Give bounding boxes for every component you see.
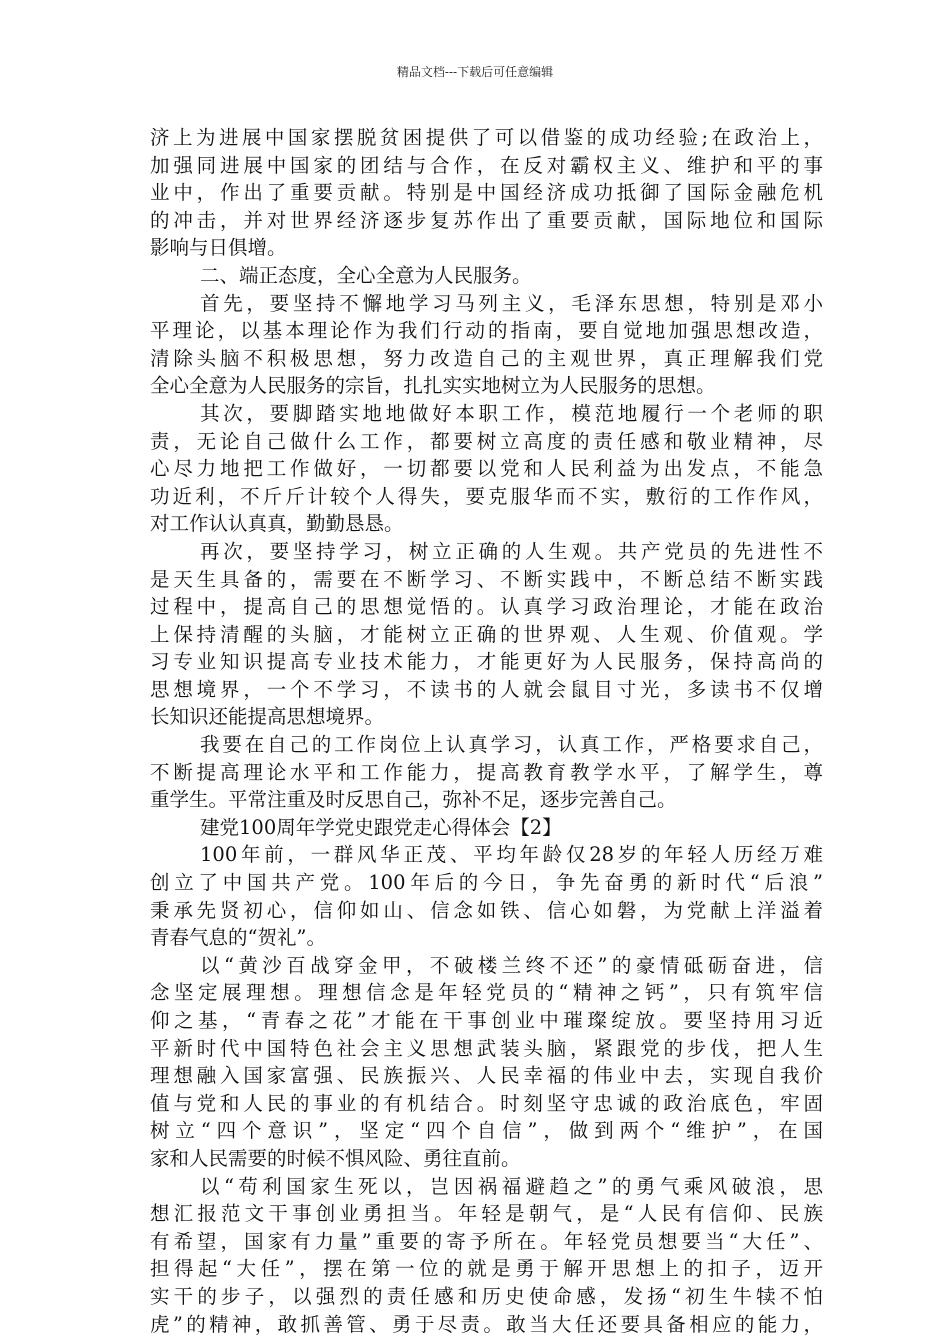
text-line: 想汇报范文干事创业勇担当。年轻是朝气，是“人民有信仰、民族 bbox=[150, 1202, 823, 1226]
text-line: 上保持清醒的头脑，才能树立正确的世界观、人生观、价值观。学 bbox=[150, 622, 823, 646]
text-line: 仰之基，“青春之花”才能在干事创业中璀璨绽放。要坚持用习近 bbox=[150, 1009, 823, 1032]
text-line: 理想融入国家富强、民族振兴、人民幸福的伟业中去，实现自我价 bbox=[150, 1064, 823, 1088]
text-line: 影响与日俱增。 bbox=[150, 236, 287, 260]
text-line: 长知识还能提高思想境界。 bbox=[150, 705, 385, 729]
text-line: 二、端正态度，全心全意为人民服务。 bbox=[200, 263, 532, 287]
text-line: 担得起“大任”，摆在第一位的就是勇于解开思想上的扣子，迈开 bbox=[150, 1257, 823, 1281]
text-line: 加强同进展中国家的团结与合作，在反对霸权主义、维护和平的事 bbox=[150, 153, 823, 177]
text-line: 以“苟利国家生死以，岂因祸福避趋之”的勇气乘风破浪，思 bbox=[200, 1174, 823, 1198]
text-line: 习专业知识提高专业技术能力，才能更好为人民服务，保持高尚的 bbox=[150, 650, 823, 674]
text-line: 值与党和人民的事业的有机结合。时刻坚守忠诚的政治底色，牢固 bbox=[150, 1091, 823, 1115]
text-line: 以“黄沙百战穿金甲，不破楼兰终不还”的豪情砥砺奋进，信 bbox=[200, 953, 823, 977]
page-header: 精品文档---下载后可任意编辑 bbox=[396, 65, 554, 79]
text-line: 念坚定展理想。理想信念是年轻党员的“精神之钙”，只有筑牢信 bbox=[150, 981, 823, 1005]
text-line: 过程中，提高自己的思想觉悟的。认真学习政治理论，才能在政治 bbox=[150, 595, 823, 619]
text-line: 实干的步子，以强烈的责任感和历史使命感，发扬“初生牛犊不怕 bbox=[150, 1284, 823, 1308]
text-line: 再次，要坚持学习，树立正确的人生观。共产党员的先进性不 bbox=[200, 539, 823, 563]
text-line: 思想境界，一个不学习，不读书的人就会鼠目寸光，多读书不仅增 bbox=[150, 677, 823, 701]
text-line: 功近利，不斤斤计较个人得失，要克服华而不实，敷衍的工作作风， bbox=[150, 484, 823, 508]
text-line: 业中，作出了重要贡献。特别是中国经济成功抵御了国际金融危机 bbox=[150, 181, 823, 205]
text-line: 的冲击，并对世界经济逐步复苏作出了重要贡献，国际地位和国际 bbox=[150, 208, 823, 232]
text-line: 青春气息的“贺礼”。 bbox=[150, 926, 326, 950]
document-body bbox=[150, 124, 823, 1338]
text-line: 不断提高理论水平和工作能力，提高教育教学水平，了解学生，尊 bbox=[150, 760, 823, 784]
text-line: 全心全意为人民服务的宗旨，扎扎实实地树立为人民服务的思想。 bbox=[150, 374, 716, 398]
text-line: 首先，要坚持不懈地学习马列主义，毛泽东思想，特别是邓小 bbox=[200, 291, 823, 315]
text-line: 责，无论自己做什么工作，都要树立高度的责任感和敬业精神，尽 bbox=[150, 429, 823, 453]
text-line: 有希望，国家有力量”重要的寄予所在。年轻党员想要当“大任”、 bbox=[150, 1229, 823, 1253]
text-line: 清除头脑不积极思想，努力改造自己的主观世界，真正理解我们党 bbox=[150, 346, 823, 370]
text-line: 重学生。平常注重及时反思自己，弥补不足，逐步完善自己。 bbox=[150, 788, 677, 812]
text-line: 秉承先贤初心，信仰如山、信念如铁、信心如磐，为党献上洋溢着 bbox=[150, 898, 823, 922]
text-line: 创立了中国共产党。100年后的今日，争先奋勇的新时代“后浪” bbox=[150, 871, 823, 895]
text-line: 心尽力地把工作做好，一切都要以党和人民利益为出发点，不能急 bbox=[150, 457, 823, 481]
text-line: 100年前，一群风华正茂、平均年龄仅28岁的年轻人历经万难 bbox=[200, 843, 823, 867]
text-line: 我要在自己的工作岗位上认真学习，认真工作，严格要求自己， bbox=[200, 733, 823, 757]
text-line: 对工作认认真真，勤勤恳恳。 bbox=[150, 512, 404, 536]
text-line: 平理论，以基本理论作为我们行动的指南，要自觉地加强思想改造， bbox=[150, 319, 823, 343]
text-line: 济上为进展中国家摆脱贫困提供了可以借鉴的成功经验;在政治上， bbox=[150, 126, 823, 149]
text-line: 树立“四个意识”，坚定“四个自信”，做到两个“维护”，在国 bbox=[150, 1119, 823, 1143]
text-line: 是天生具备的，需要在不断学习、不断实践中，不断总结不断实践 bbox=[150, 567, 823, 591]
text-line: 平新时代中国特色社会主义思想武装头脑，紧跟党的步伐，把人生 bbox=[150, 1036, 823, 1060]
text-line: 其次，要脚踏实地地做好本职工作，模范地履行一个老师的职 bbox=[200, 401, 823, 425]
text-line: 虎”的精神，敢抓善管、勇于尽责。敢当大任还要具备相应的能力， bbox=[150, 1312, 823, 1336]
text-line: 家和人民需要的时候不惧风险、勇往直前。 bbox=[150, 1146, 521, 1170]
text-line: 建党100周年学党史跟党走心得体会【2】 bbox=[200, 815, 562, 839]
